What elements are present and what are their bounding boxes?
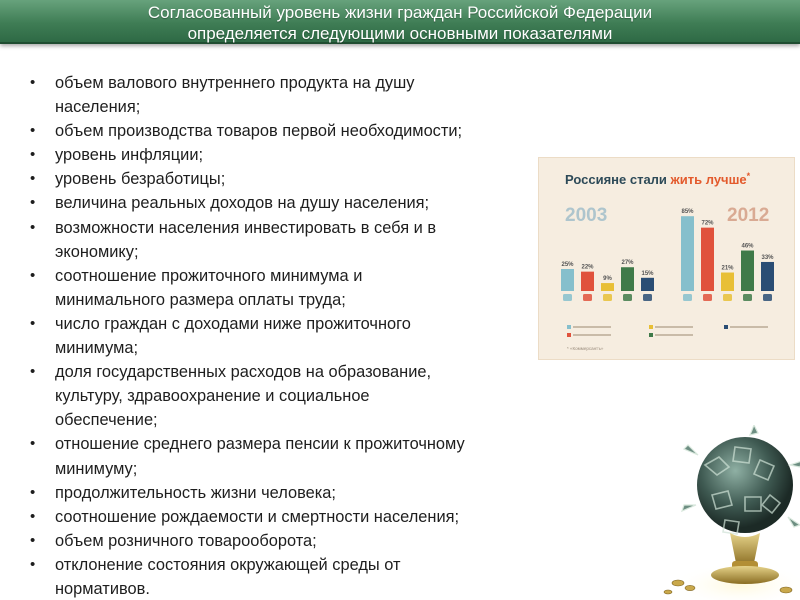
wallet-icon [603, 294, 612, 301]
clothes-icon [763, 294, 772, 301]
bar-value-label: 21% [721, 265, 734, 272]
indicator-list-item: • уровень инфляции; [30, 143, 565, 167]
legend-swatch [567, 333, 571, 337]
bar-2012-green [741, 251, 754, 291]
slide-title-line-1: Согласованный уровень жизни граждан Российской Федерации [147, 3, 653, 22]
indicator-list-item: • объем валового внутреннего продукта на душу населения; [30, 71, 565, 119]
legend-swatch [567, 325, 571, 329]
year-label-2012: 2012 [727, 205, 770, 226]
indicator-list-item: • число граждан с доходами ниже прожиточного минимума; [30, 312, 565, 360]
wallet-icon [723, 294, 732, 301]
basket-icon [743, 294, 752, 301]
chart-legend [567, 325, 768, 337]
computer-icon [583, 294, 592, 301]
basket-icon [623, 294, 632, 301]
year-label-2003: 2003 [565, 205, 608, 226]
infographic-title: Россияне стали жить лучше* [565, 171, 751, 187]
mobile-phone-icon [683, 294, 692, 301]
bar-value-label: 22% [581, 264, 594, 271]
indicator-list-item: • величина реальных доходов на душу населения; [30, 191, 565, 215]
legend-entry [655, 326, 693, 328]
legend-entry [655, 334, 693, 336]
bar-value-label: 46% [741, 243, 754, 250]
bar-2003-yellow [601, 283, 614, 291]
globe-money-image [650, 425, 800, 600]
bar-2003-red [581, 272, 594, 291]
infographic-footnote: * «Коммерсантъ» [567, 346, 604, 351]
bar-value-label: 9% [603, 276, 612, 283]
bar-2003-navy [641, 278, 654, 291]
bar-value-label: 85% [681, 209, 694, 216]
bar-2012-yellow [721, 273, 734, 291]
bar-2012-teal [681, 216, 694, 291]
bar-value-label: 15% [641, 270, 654, 277]
legend-swatch [724, 325, 728, 329]
bar-value-label: 72% [701, 220, 714, 227]
bar-value-label: 33% [761, 254, 774, 261]
indicator-list-item: • объем производства товаров первой необходимости; [30, 119, 565, 143]
legend-swatch [649, 333, 653, 337]
bar-2012-red [701, 228, 714, 291]
bar-2012-navy [761, 262, 774, 291]
legend-swatch [649, 325, 653, 329]
legend-entry [573, 326, 611, 328]
bar-2003-green [621, 267, 634, 291]
indicator-list-item: • продолжительность жизни человека; [30, 481, 565, 505]
bar-2003-teal [561, 269, 574, 291]
legend-entry [573, 334, 611, 336]
computer-icon [703, 294, 712, 301]
mobile-phone-icon [563, 294, 572, 301]
infographic-panel [538, 157, 795, 360]
indicator-list-item: • отклонение состояния окружающей среды от нормативов. [30, 553, 565, 600]
legend-entry [730, 326, 768, 328]
bar-value-label: 27% [621, 260, 634, 267]
indicator-list-item: • отношение среднего размера пенсии к прожиточному минимуму; [30, 432, 565, 480]
indicator-list-item: • соотношение прожиточного минимума и минимального размера оплаты труда; [30, 264, 565, 312]
infographic-chart [539, 158, 796, 361]
indicator-list-item: • соотношение рождаемости и смертности населения; [30, 505, 565, 529]
indicator-list-item: • уровень безработицы; [30, 167, 565, 191]
slide-header [0, 0, 800, 44]
indicator-list [30, 71, 565, 600]
clothes-icon [643, 294, 652, 301]
bar-value-label: 25% [561, 262, 574, 268]
indicator-list-item: • объем розничного товарооборота; [30, 529, 565, 553]
slide-title-line-2: определяется следующими основными показателями [187, 24, 613, 43]
indicator-list-item: • возможности населения инвестировать в себя и в экономику; [30, 216, 565, 264]
indicator-list-item: • доля государственных расходов на образование, культуру, здравоохранение и социальное обеспечение; [30, 360, 565, 432]
